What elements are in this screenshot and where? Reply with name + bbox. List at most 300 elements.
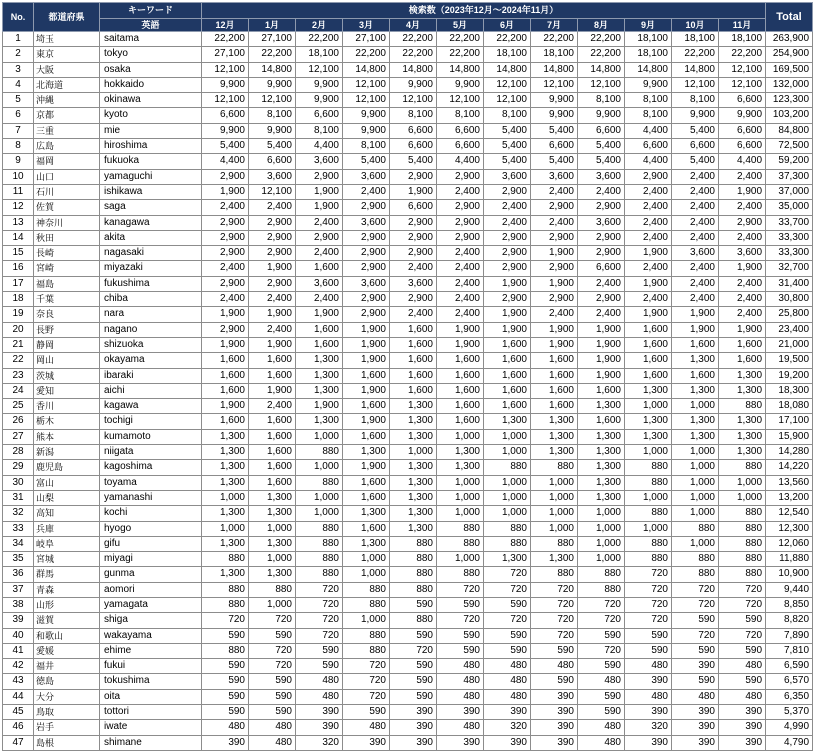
prefecture-name: 沖縄	[34, 93, 100, 108]
monthly-value: 2,400	[296, 215, 343, 230]
monthly-value: 6,600	[625, 139, 672, 154]
monthly-value: 590	[625, 628, 672, 643]
total-value: 5,370	[766, 705, 813, 720]
prefecture-name: 静岡	[34, 337, 100, 352]
row-number: 33	[3, 521, 34, 536]
monthly-value: 1,600	[249, 414, 296, 429]
table-row	[3, 47, 813, 62]
monthly-value: 720	[296, 628, 343, 643]
monthly-value: 2,900	[390, 292, 437, 307]
monthly-value: 9,900	[437, 77, 484, 92]
monthly-value: 22,200	[296, 32, 343, 47]
monthly-value: 720	[578, 643, 625, 658]
monthly-value: 2,900	[202, 246, 249, 261]
monthly-value: 1,000	[672, 536, 719, 551]
monthly-value: 1,600	[249, 429, 296, 444]
monthly-value: 1,300	[202, 445, 249, 460]
total-value: 19,500	[766, 353, 813, 368]
prefecture-name: 滋賀	[34, 613, 100, 628]
monthly-value: 2,900	[531, 230, 578, 245]
monthly-value: 1,900	[343, 353, 390, 368]
monthly-value: 1,300	[202, 536, 249, 551]
monthly-value: 720	[578, 597, 625, 612]
total-value: 17,100	[766, 414, 813, 429]
table-body	[3, 32, 813, 751]
monthly-value: 1,300	[625, 429, 672, 444]
prefecture-name: 新潟	[34, 445, 100, 460]
monthly-value: 1,900	[719, 322, 766, 337]
monthly-value: 1,900	[531, 337, 578, 352]
english-keyword: saga	[100, 200, 202, 215]
monthly-value: 1,600	[343, 521, 390, 536]
total-value: 21,000	[766, 337, 813, 352]
total-value: 12,300	[766, 521, 813, 536]
monthly-value: 1,000	[578, 552, 625, 567]
monthly-value: 1,000	[484, 490, 531, 505]
monthly-value: 1,300	[531, 445, 578, 460]
monthly-value: 1,300	[202, 475, 249, 490]
monthly-value: 1,000	[296, 460, 343, 475]
table-row	[3, 414, 813, 429]
monthly-value: 2,400	[672, 215, 719, 230]
monthly-value: 2,900	[202, 322, 249, 337]
monthly-value: 4,400	[296, 139, 343, 154]
monthly-value: 880	[531, 567, 578, 582]
monthly-value: 390	[719, 735, 766, 750]
monthly-value: 390	[672, 659, 719, 674]
monthly-value: 14,800	[343, 62, 390, 77]
monthly-value: 1,900	[296, 200, 343, 215]
monthly-value: 720	[578, 613, 625, 628]
monthly-value: 390	[437, 705, 484, 720]
monthly-value: 1,600	[531, 399, 578, 414]
monthly-value: 3,600	[484, 169, 531, 184]
prefecture-name: 大阪	[34, 62, 100, 77]
monthly-value: 2,400	[719, 200, 766, 215]
monthly-value: 1,000	[390, 445, 437, 460]
monthly-value: 22,200	[249, 47, 296, 62]
monthly-value: 9,900	[578, 108, 625, 123]
prefecture-name: 石川	[34, 184, 100, 199]
total-value: 14,220	[766, 460, 813, 475]
monthly-value: 22,200	[202, 32, 249, 47]
monthly-value: 1,300	[343, 536, 390, 551]
monthly-value: 2,900	[202, 276, 249, 291]
english-keyword: hokkaido	[100, 77, 202, 92]
table-row	[3, 567, 813, 582]
monthly-value: 2,400	[719, 230, 766, 245]
prefecture-name: 群馬	[34, 567, 100, 582]
english-keyword: wakayama	[100, 628, 202, 643]
monthly-value: 590	[437, 597, 484, 612]
monthly-value: 590	[578, 705, 625, 720]
row-number: 35	[3, 552, 34, 567]
monthly-value: 2,900	[343, 261, 390, 276]
monthly-value: 880	[343, 597, 390, 612]
monthly-value: 590	[719, 674, 766, 689]
monthly-value: 1,900	[531, 246, 578, 261]
monthly-value: 5,400	[531, 154, 578, 169]
header-keyword: キーワード	[100, 3, 202, 19]
prefecture-name: 福岡	[34, 154, 100, 169]
monthly-value: 2,900	[390, 215, 437, 230]
monthly-value: 1,900	[719, 261, 766, 276]
prefecture-name: 長崎	[34, 246, 100, 261]
monthly-value: 3,600	[343, 215, 390, 230]
monthly-value: 1,600	[437, 399, 484, 414]
table-row	[3, 261, 813, 276]
monthly-value: 2,400	[578, 276, 625, 291]
monthly-value: 590	[578, 689, 625, 704]
monthly-value: 18,100	[484, 47, 531, 62]
monthly-value: 2,400	[672, 261, 719, 276]
monthly-value: 1,600	[484, 383, 531, 398]
monthly-value: 2,400	[578, 307, 625, 322]
table-row	[3, 674, 813, 689]
monthly-value: 2,900	[249, 215, 296, 230]
monthly-value: 5,400	[484, 154, 531, 169]
monthly-value: 390	[672, 705, 719, 720]
monthly-value: 1,000	[531, 475, 578, 490]
monthly-value: 1,300	[390, 460, 437, 475]
monthly-value: 1,600	[390, 368, 437, 383]
monthly-value: 1,600	[249, 475, 296, 490]
header-no: No.	[3, 3, 34, 32]
english-keyword: yamaguchi	[100, 169, 202, 184]
prefecture-name: 東京	[34, 47, 100, 62]
monthly-value: 6,600	[719, 123, 766, 138]
table-row	[3, 643, 813, 658]
total-value: 11,880	[766, 552, 813, 567]
monthly-value: 1,600	[343, 475, 390, 490]
monthly-value: 5,400	[484, 139, 531, 154]
monthly-value: 27,100	[249, 32, 296, 47]
monthly-value: 1,000	[202, 490, 249, 505]
row-number: 37	[3, 582, 34, 597]
monthly-value: 590	[531, 643, 578, 658]
monthly-value: 1,300	[437, 445, 484, 460]
header-month: 12月	[202, 19, 249, 32]
monthly-value: 1,300	[296, 383, 343, 398]
total-value: 13,200	[766, 490, 813, 505]
monthly-value: 390	[672, 735, 719, 750]
english-keyword: toyama	[100, 475, 202, 490]
english-keyword: oita	[100, 689, 202, 704]
table-row	[3, 77, 813, 92]
monthly-value: 1,900	[578, 322, 625, 337]
monthly-value: 2,400	[719, 292, 766, 307]
monthly-value: 1,300	[578, 445, 625, 460]
monthly-value: 1,300	[202, 506, 249, 521]
prefecture-name: 福島	[34, 276, 100, 291]
monthly-value: 880	[719, 567, 766, 582]
monthly-value: 9,900	[296, 77, 343, 92]
monthly-value: 590	[390, 674, 437, 689]
monthly-value: 720	[719, 582, 766, 597]
monthly-value: 1,300	[296, 368, 343, 383]
monthly-value: 2,400	[625, 261, 672, 276]
prefecture-name: 宮崎	[34, 261, 100, 276]
monthly-value: 1,300	[578, 490, 625, 505]
monthly-value: 390	[484, 735, 531, 750]
monthly-value: 3,600	[343, 169, 390, 184]
monthly-value: 1,300	[249, 490, 296, 505]
monthly-value: 720	[437, 582, 484, 597]
monthly-value: 390	[719, 720, 766, 735]
table-row	[3, 521, 813, 536]
table-row	[3, 368, 813, 383]
row-number: 12	[3, 200, 34, 215]
row-number: 5	[3, 93, 34, 108]
prefecture-name: 茨城	[34, 368, 100, 383]
monthly-value: 2,400	[531, 184, 578, 199]
monthly-value: 2,400	[625, 184, 672, 199]
monthly-value: 3,600	[672, 246, 719, 261]
monthly-value: 880	[719, 536, 766, 551]
monthly-value: 590	[672, 613, 719, 628]
prefecture-name: 北海道	[34, 77, 100, 92]
monthly-value: 3,600	[531, 169, 578, 184]
monthly-value: 4,400	[437, 154, 484, 169]
english-keyword: okayama	[100, 353, 202, 368]
monthly-value: 1,600	[437, 353, 484, 368]
monthly-value: 9,900	[531, 93, 578, 108]
total-value: 59,200	[766, 154, 813, 169]
monthly-value: 12,100	[531, 77, 578, 92]
monthly-value: 590	[390, 597, 437, 612]
english-keyword: shimane	[100, 735, 202, 750]
monthly-value: 880	[296, 567, 343, 582]
monthly-value: 8,100	[578, 93, 625, 108]
monthly-value: 880	[531, 536, 578, 551]
monthly-value: 2,900	[390, 230, 437, 245]
monthly-value: 3,600	[343, 276, 390, 291]
monthly-value: 18,100	[625, 47, 672, 62]
monthly-value: 14,800	[531, 62, 578, 77]
monthly-value: 1,900	[202, 184, 249, 199]
monthly-value: 6,600	[437, 123, 484, 138]
row-number: 18	[3, 292, 34, 307]
english-keyword: tokyo	[100, 47, 202, 62]
row-number: 2	[3, 47, 34, 62]
monthly-value: 1,000	[578, 506, 625, 521]
monthly-value: 590	[296, 659, 343, 674]
monthly-value: 480	[719, 659, 766, 674]
row-number: 10	[3, 169, 34, 184]
monthly-value: 1,600	[625, 368, 672, 383]
monthly-value: 590	[296, 643, 343, 658]
monthly-value: 1,600	[343, 399, 390, 414]
row-number: 23	[3, 368, 34, 383]
monthly-value: 18,100	[531, 47, 578, 62]
monthly-value: 1,300	[625, 383, 672, 398]
monthly-value: 320	[625, 720, 672, 735]
monthly-value: 880	[672, 521, 719, 536]
monthly-value: 1,300	[531, 429, 578, 444]
monthly-value: 1,900	[296, 184, 343, 199]
row-number: 11	[3, 184, 34, 199]
row-number: 43	[3, 674, 34, 689]
monthly-value: 4,400	[202, 154, 249, 169]
monthly-value: 1,000	[672, 460, 719, 475]
monthly-value: 8,100	[296, 123, 343, 138]
monthly-value: 1,300	[672, 429, 719, 444]
monthly-value: 2,900	[625, 169, 672, 184]
monthly-value: 5,400	[343, 154, 390, 169]
total-value: 23,400	[766, 322, 813, 337]
table-row	[3, 399, 813, 414]
monthly-value: 2,400	[249, 322, 296, 337]
monthly-value: 720	[484, 613, 531, 628]
monthly-value: 480	[578, 735, 625, 750]
row-number: 8	[3, 139, 34, 154]
monthly-value: 1,300	[437, 460, 484, 475]
monthly-value: 1,900	[343, 383, 390, 398]
total-value: 132,000	[766, 77, 813, 92]
monthly-value: 1,000	[343, 613, 390, 628]
monthly-value: 590	[343, 705, 390, 720]
monthly-value: 1,000	[484, 429, 531, 444]
monthly-value: 1,900	[343, 322, 390, 337]
monthly-value: 1,900	[249, 383, 296, 398]
table-row	[3, 460, 813, 475]
row-number: 41	[3, 643, 34, 658]
total-value: 169,500	[766, 62, 813, 77]
monthly-value: 2,900	[343, 307, 390, 322]
monthly-value: 2,400	[719, 169, 766, 184]
monthly-value: 2,900	[437, 230, 484, 245]
header-month: 1月	[249, 19, 296, 32]
english-keyword: miyagi	[100, 552, 202, 567]
monthly-value: 22,200	[390, 32, 437, 47]
monthly-value: 1,300	[296, 353, 343, 368]
monthly-value: 2,900	[578, 246, 625, 261]
monthly-value: 480	[343, 720, 390, 735]
prefecture-name: 大分	[34, 689, 100, 704]
english-keyword: hyogo	[100, 521, 202, 536]
monthly-value: 720	[672, 597, 719, 612]
english-keyword: aomori	[100, 582, 202, 597]
monthly-value: 2,900	[202, 215, 249, 230]
monthly-value: 1,300	[249, 536, 296, 551]
row-number: 38	[3, 597, 34, 612]
monthly-value: 6,600	[672, 139, 719, 154]
row-number: 22	[3, 353, 34, 368]
monthly-value: 1,000	[484, 445, 531, 460]
header-month: 3月	[343, 19, 390, 32]
monthly-value: 2,400	[249, 292, 296, 307]
table-row	[3, 490, 813, 505]
row-number: 26	[3, 414, 34, 429]
prefecture-name: 栃木	[34, 414, 100, 429]
monthly-value: 390	[625, 705, 672, 720]
prefecture-name: 高知	[34, 506, 100, 521]
monthly-value: 480	[437, 720, 484, 735]
monthly-value: 390	[437, 735, 484, 750]
table-row	[3, 154, 813, 169]
monthly-value: 720	[249, 659, 296, 674]
header-month: 9月	[625, 19, 672, 32]
monthly-value: 320	[296, 735, 343, 750]
monthly-value: 9,900	[625, 77, 672, 92]
monthly-value: 22,200	[437, 32, 484, 47]
monthly-value: 720	[296, 613, 343, 628]
monthly-value: 1,000	[484, 506, 531, 521]
monthly-value: 1,600	[202, 368, 249, 383]
total-value: 72,500	[766, 139, 813, 154]
monthly-value: 720	[672, 582, 719, 597]
monthly-value: 1,600	[578, 383, 625, 398]
english-keyword: shizuoka	[100, 337, 202, 352]
monthly-value: 2,400	[296, 292, 343, 307]
monthly-value: 1,900	[672, 307, 719, 322]
row-number: 30	[3, 475, 34, 490]
monthly-value: 12,100	[249, 93, 296, 108]
monthly-value: 1,000	[296, 490, 343, 505]
monthly-value: 4,400	[719, 154, 766, 169]
monthly-value: 1,300	[531, 552, 578, 567]
monthly-value: 590	[672, 643, 719, 658]
monthly-value: 2,400	[672, 276, 719, 291]
monthly-value: 1,000	[531, 506, 578, 521]
monthly-value: 390	[672, 720, 719, 735]
monthly-value: 6,600	[719, 93, 766, 108]
monthly-value: 480	[531, 659, 578, 674]
prefecture-name: 岐阜	[34, 536, 100, 551]
english-keyword: okinawa	[100, 93, 202, 108]
row-number: 9	[3, 154, 34, 169]
total-value: 6,570	[766, 674, 813, 689]
monthly-value: 1,000	[578, 536, 625, 551]
monthly-value: 1,600	[484, 399, 531, 414]
monthly-value: 1,600	[296, 322, 343, 337]
monthly-value: 9,900	[343, 108, 390, 123]
total-value: 14,280	[766, 445, 813, 460]
monthly-value: 390	[390, 705, 437, 720]
monthly-value: 1,600	[437, 414, 484, 429]
monthly-value: 1,000	[672, 475, 719, 490]
monthly-value: 22,200	[437, 47, 484, 62]
prefecture-name: 徳島	[34, 674, 100, 689]
monthly-value: 880	[296, 445, 343, 460]
monthly-value: 1,600	[343, 368, 390, 383]
table-row	[3, 246, 813, 261]
monthly-value: 880	[343, 582, 390, 597]
english-keyword: tochigi	[100, 414, 202, 429]
monthly-value: 2,400	[672, 200, 719, 215]
prefecture-name: 京都	[34, 108, 100, 123]
total-value: 30,800	[766, 292, 813, 307]
monthly-value: 2,400	[625, 230, 672, 245]
monthly-value: 1,300	[390, 506, 437, 521]
monthly-value: 1,000	[625, 445, 672, 460]
monthly-value: 1,900	[625, 246, 672, 261]
monthly-value: 1,300	[578, 429, 625, 444]
monthly-value: 6,600	[296, 108, 343, 123]
english-keyword: miyazaki	[100, 261, 202, 276]
total-value: 25,800	[766, 307, 813, 322]
monthly-value: 1,000	[578, 521, 625, 536]
monthly-value: 1,600	[437, 368, 484, 383]
table-row	[3, 689, 813, 704]
header-month: 11月	[719, 19, 766, 32]
monthly-value: 1,600	[343, 490, 390, 505]
monthly-value: 1,000	[343, 552, 390, 567]
total-value: 8,850	[766, 597, 813, 612]
monthly-value: 1,000	[719, 490, 766, 505]
row-number: 19	[3, 307, 34, 322]
monthly-value: 6,600	[531, 139, 578, 154]
